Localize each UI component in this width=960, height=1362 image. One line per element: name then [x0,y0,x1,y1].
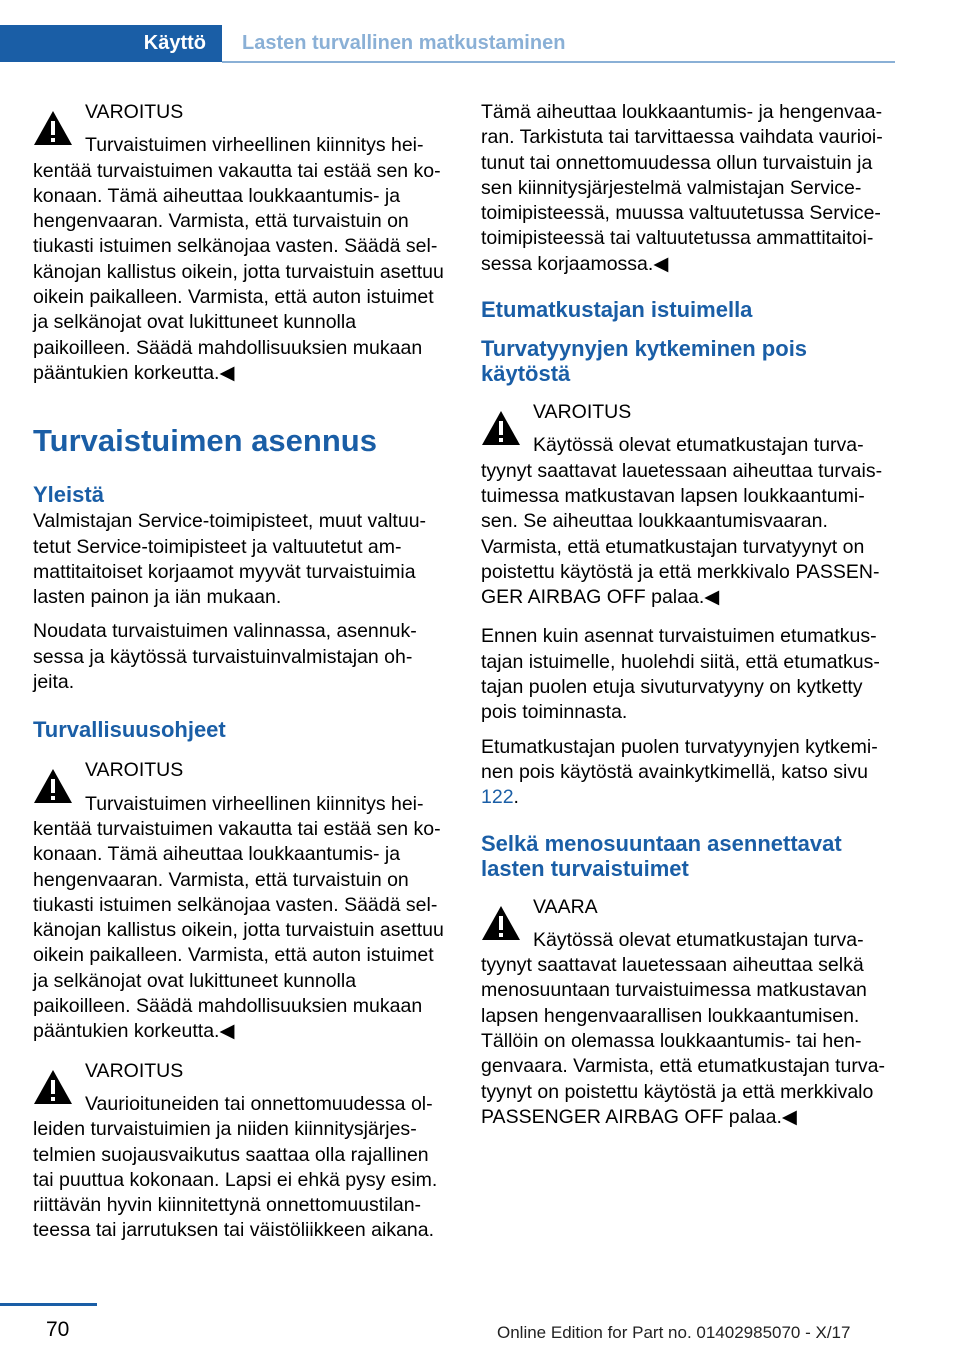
paragraph [481,735,893,811]
edition-note: Online Edition for Part no. 01402985070 - X/17 [497,1323,851,1342]
footer-divider [0,1303,97,1306]
warning-triangle-icon [481,905,521,941]
chapter-tab[interactable]: Käyttö [0,25,222,62]
paragraph: Noudata turvaistuimen valinnassa, asennuksessa ja käytössä turvaistuinvalmistajan ohjeita. [33,620,417,694]
warning-block [33,100,445,386]
paragraph: Valmistajan Service-toimipisteet, muut valtuutetut Service-toimipisteet ja valtuutetut ammattitaitoiset korjaamot myyvät turvaistuimia lasten painon ja iän mukaan. [33,510,427,609]
section-tab[interactable]: Lasten turvallinen matkustaminen [242,32,566,54]
paragraph: Tämä aiheuttaa loukkaantumis- ja hengenvaaran. Tarkistuta tai tarvittaessa vaihdata vaurioitunut tai onnettomuudessa ollun turvaistuin ja sen kiinnitysjärjestelmä valmistajan Service-toimipisteessä, muussa valtuutetussa Service-toimipisteessä tai valtuutetussa ammattitaitoisessa korjaamossa.◀ [481,101,883,275]
header-divider [222,61,895,63]
warning-block [33,758,445,1044]
danger-text: Käytössä olevat etumatkustajan turvatyynyt saattavat lauetessaan aiheuttaa selkä menosuuntaan turvaistuimessa matkustavan lapsen hengenvaarallisen loukkaantumisen. Tällöin on olemassa loukkaantumis- tai hengenvaara. Varmista, että etumatkustajan turvatyynyt on poistettu käytöstä ja että merkkivalo PASSENGER AIRBAG OFF palaa.◀ [481,928,885,1128]
paragraph-text: Etumatkustajan puolen turvatyynyjen kytkeminen pois käytöstä avainkytkimellä, katso sivu [481,735,878,783]
warning-text: Turvaistuimen virheellinen kiinnitys heikentää turvaistuimen vakautta tai estää sen kokonaan. Tämä aiheuttaa loukkaantumis- ja hengenvaaran. Varmista, että turvaistuin on tiukasti istuimen selkänojaa vasten. Säädä selkänojan kallistus oikein, jotta turvaistuin asettuu oikein paikalleen. Varmista, että auton istuimet ja selkänojat ovat lukittuneet kunnolla paikoilleen. Säädä mahdollisuuksien mukaan pääntukien korkeutta.◀ [33,792,444,1043]
subsection-heading: Turvallisuusohjeet [33,717,226,743]
warning-block [481,400,893,610]
warning-title: VAROITUS [85,101,184,123]
subsection-heading: Yleistä [33,482,104,508]
left-column [33,100,445,1258]
warning-title: VAROITUS [533,401,632,424]
page-header [0,25,895,62]
subsection-heading: Selkä menosuuntaan asennettavat lasten turvaistuimet [481,830,842,881]
warning-title: VAROITUS [85,1059,184,1082]
warning-title: VAROITUS [85,759,184,782]
subsection-heading: Turvatyynyjen kytkeminen pois käytöstä [481,336,808,387]
warning-triangle-icon [481,410,521,446]
section-heading: Etumatkustajan istuimella [481,297,753,323]
danger-block [481,895,893,1131]
danger-title: VAARA [533,895,598,918]
warning-block [33,1059,445,1244]
warning-triangle-icon [33,110,73,146]
page-number: 70 [46,1318,70,1341]
warning-triangle-icon [33,1069,73,1105]
paragraph: Ennen kuin asennat turvaistuimen etumatkustajan istuimelle, huolehdi siitä, että etumatkustajan puolen etuja sivuturvatyyny on kytketty pois toiminnasta. [481,625,880,724]
paragraph-end: . [513,786,519,809]
warning-text: Käytössä olevat etumatkustajan turvatyynyt saattavat lauetessaan aiheuttaa turvaistuimessa matkustavan lapsen loukkaantumisen. Se aiheuttaa loukkaantumisvaaran. Varmista, että etumatkustajan turvatyynyt on poistettu käytöstä ja että merkkivalo PASSENGER AIRBAG OFF palaa.◀ [481,434,883,609]
right-column [481,100,893,1144]
page-reference-link[interactable]: 122 [481,786,514,809]
warning-text: Vaurioituneiden tai onnettomuudessa olleiden turvaistuimien ja niiden kiinnitysjärjestelmien suojausvaikutus saattaa olla rajallinen tai puuttua kokonaan. Lapsi ei ehkä pysy esim. riittävän hyvin kiinnitettynä onnettomuustilanteessa tai jarrutuksen tai väistöliikkeen aikana. [33,1092,438,1242]
warning-triangle-icon [33,768,73,804]
warning-text: Turvaistuimen virheellinen kiinnitys heikentää turvaistuimen vakautta tai estää sen kokonaan. Tämä aiheuttaa loukkaantumis- ja hengenvaaran. Varmista, että turvaistuin on tiukasti istuimen selkänojaa vasten. Säädä selkänojan kallistus oikein, jotta turvaistuin asettuu oikein paikalleen. Varmista, että auton istuimet ja selkänojat ovat lukittuneet kunnolla paikoilleen. Säädä mahdollisuuksien mukaan pääntukien korkeutta.◀ [33,134,444,384]
section-heading: Turvaistuimen asennus [33,423,377,459]
